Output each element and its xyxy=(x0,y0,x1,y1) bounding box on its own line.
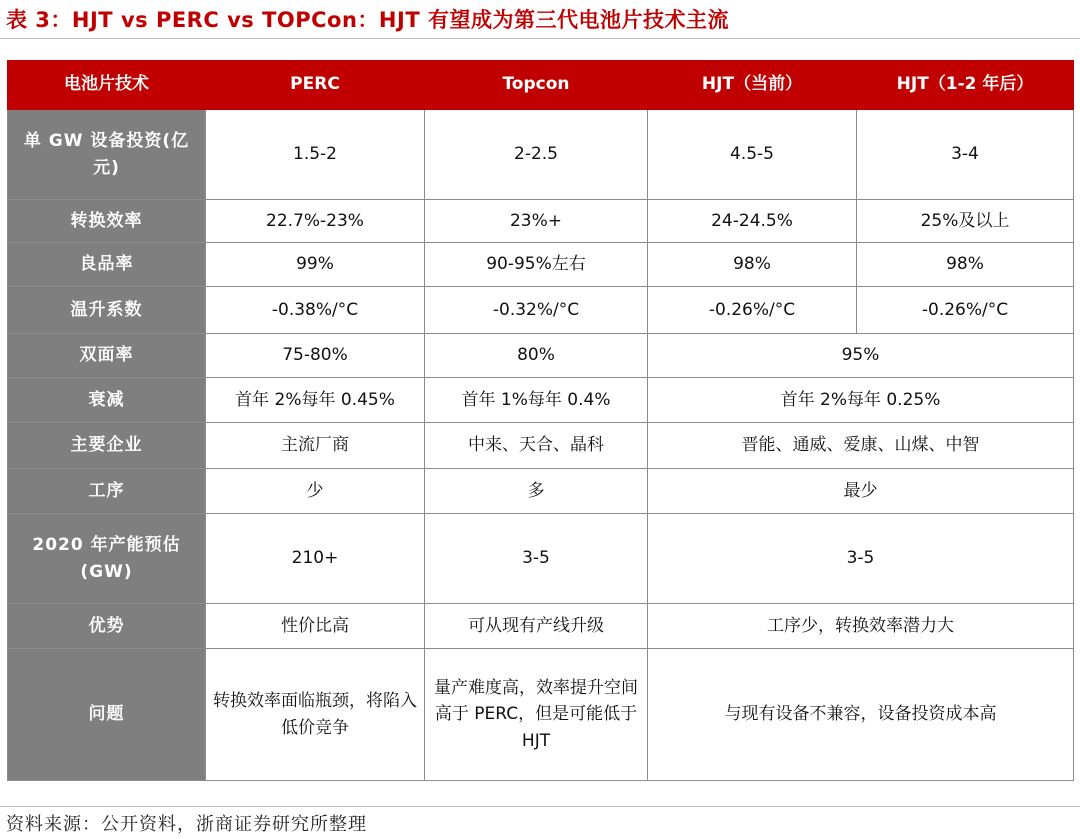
title-divider xyxy=(0,38,1080,39)
table-cell: 95% xyxy=(648,334,1074,378)
table-cell: 工序少，转换效率潜力大 xyxy=(648,604,1074,649)
source-divider xyxy=(0,806,1080,807)
table-cell: 210+ xyxy=(206,514,425,604)
row-header: 双面率 xyxy=(8,334,206,378)
row-header: 工序 xyxy=(8,469,206,514)
table-cell: 80% xyxy=(425,334,648,378)
header-cell: HJT（1-2 年后） xyxy=(857,61,1074,110)
table-row xyxy=(8,423,1074,469)
table-cell: -0.32%/°C xyxy=(425,287,648,334)
table-cell: 2-2.5 xyxy=(425,109,648,200)
row-header: 优势 xyxy=(8,604,206,649)
header-cell: PERC xyxy=(206,61,425,110)
table-cell: 3-4 xyxy=(857,109,1074,200)
table-cell: 98% xyxy=(857,243,1074,287)
table-row xyxy=(8,243,1074,287)
table-cell: 4.5-5 xyxy=(648,109,857,200)
table-cell: -0.26%/°C xyxy=(857,287,1074,334)
table-cell: 与现有设备不兼容，设备投资成本高 xyxy=(648,649,1074,781)
table-cell: 24-24.5% xyxy=(648,200,857,243)
row-header: 问题 xyxy=(8,649,206,781)
table-cell: 少 xyxy=(206,469,425,514)
table-row xyxy=(8,469,1074,514)
table-cell: -0.26%/°C xyxy=(648,287,857,334)
table-cell: 量产难度高，效率提升空间高于 PERC，但是可能低于 HJT xyxy=(425,649,648,781)
table-cell: 多 xyxy=(425,469,648,514)
table-row xyxy=(8,109,1074,200)
table-cell: 主流厂商 xyxy=(206,423,425,469)
table-cell: 22.7%-23% xyxy=(206,200,425,243)
header-cell: HJT（当前） xyxy=(648,61,857,110)
table-row xyxy=(8,287,1074,334)
header-row xyxy=(8,61,1074,110)
table-cell: 98% xyxy=(648,243,857,287)
table-cell: 首年 2%每年 0.25% xyxy=(648,378,1074,423)
row-header: 主要企业 xyxy=(8,423,206,469)
table-cell: 首年 1%每年 0.4% xyxy=(425,378,648,423)
table-cell: 75-80% xyxy=(206,334,425,378)
table-row xyxy=(8,200,1074,243)
table-cell: 3-5 xyxy=(425,514,648,604)
row-header: 单 GW 设备投资(亿元) xyxy=(8,109,206,200)
row-header: 2020 年产能预估(GW) xyxy=(8,514,206,604)
table-cell: 23%+ xyxy=(425,200,648,243)
table-title: 表 3：HJT vs PERC vs TOPCon：HJT 有望成为第三代电池片技术主流 xyxy=(6,8,729,32)
table-cell: 转换效率面临瓶颈，将陷入低价竞争 xyxy=(206,649,425,781)
table-row xyxy=(8,604,1074,649)
table-row xyxy=(8,334,1074,378)
table-cell: 最少 xyxy=(648,469,1074,514)
row-header: 温升系数 xyxy=(8,287,206,334)
source-note: 资料来源：公开资料，浙商证券研究所整理 xyxy=(6,814,367,835)
table-cell: 99% xyxy=(206,243,425,287)
table-row xyxy=(8,378,1074,423)
header-cell: 电池片技术 xyxy=(8,61,206,110)
table-cell: 晋能、通威、爱康、山煤、中智 xyxy=(648,423,1074,469)
row-header: 良品率 xyxy=(8,243,206,287)
table-cell: 性价比高 xyxy=(206,604,425,649)
table-cell: 中来、天合、晶科 xyxy=(425,423,648,469)
table-cell: 可从现有产线升级 xyxy=(425,604,648,649)
table-row xyxy=(8,649,1074,781)
table-cell: 首年 2%每年 0.45% xyxy=(206,378,425,423)
comparison-table xyxy=(7,60,1074,781)
table-cell: 90-95%左右 xyxy=(425,243,648,287)
table-cell: 1.5-2 xyxy=(206,109,425,200)
row-header: 衰减 xyxy=(8,378,206,423)
header-cell: Topcon xyxy=(425,61,648,110)
table-cell: 3-5 xyxy=(648,514,1074,604)
table-cell: -0.38%/°C xyxy=(206,287,425,334)
table-cell: 25%及以上 xyxy=(857,200,1074,243)
table-row xyxy=(8,514,1074,604)
row-header: 转换效率 xyxy=(8,200,206,243)
